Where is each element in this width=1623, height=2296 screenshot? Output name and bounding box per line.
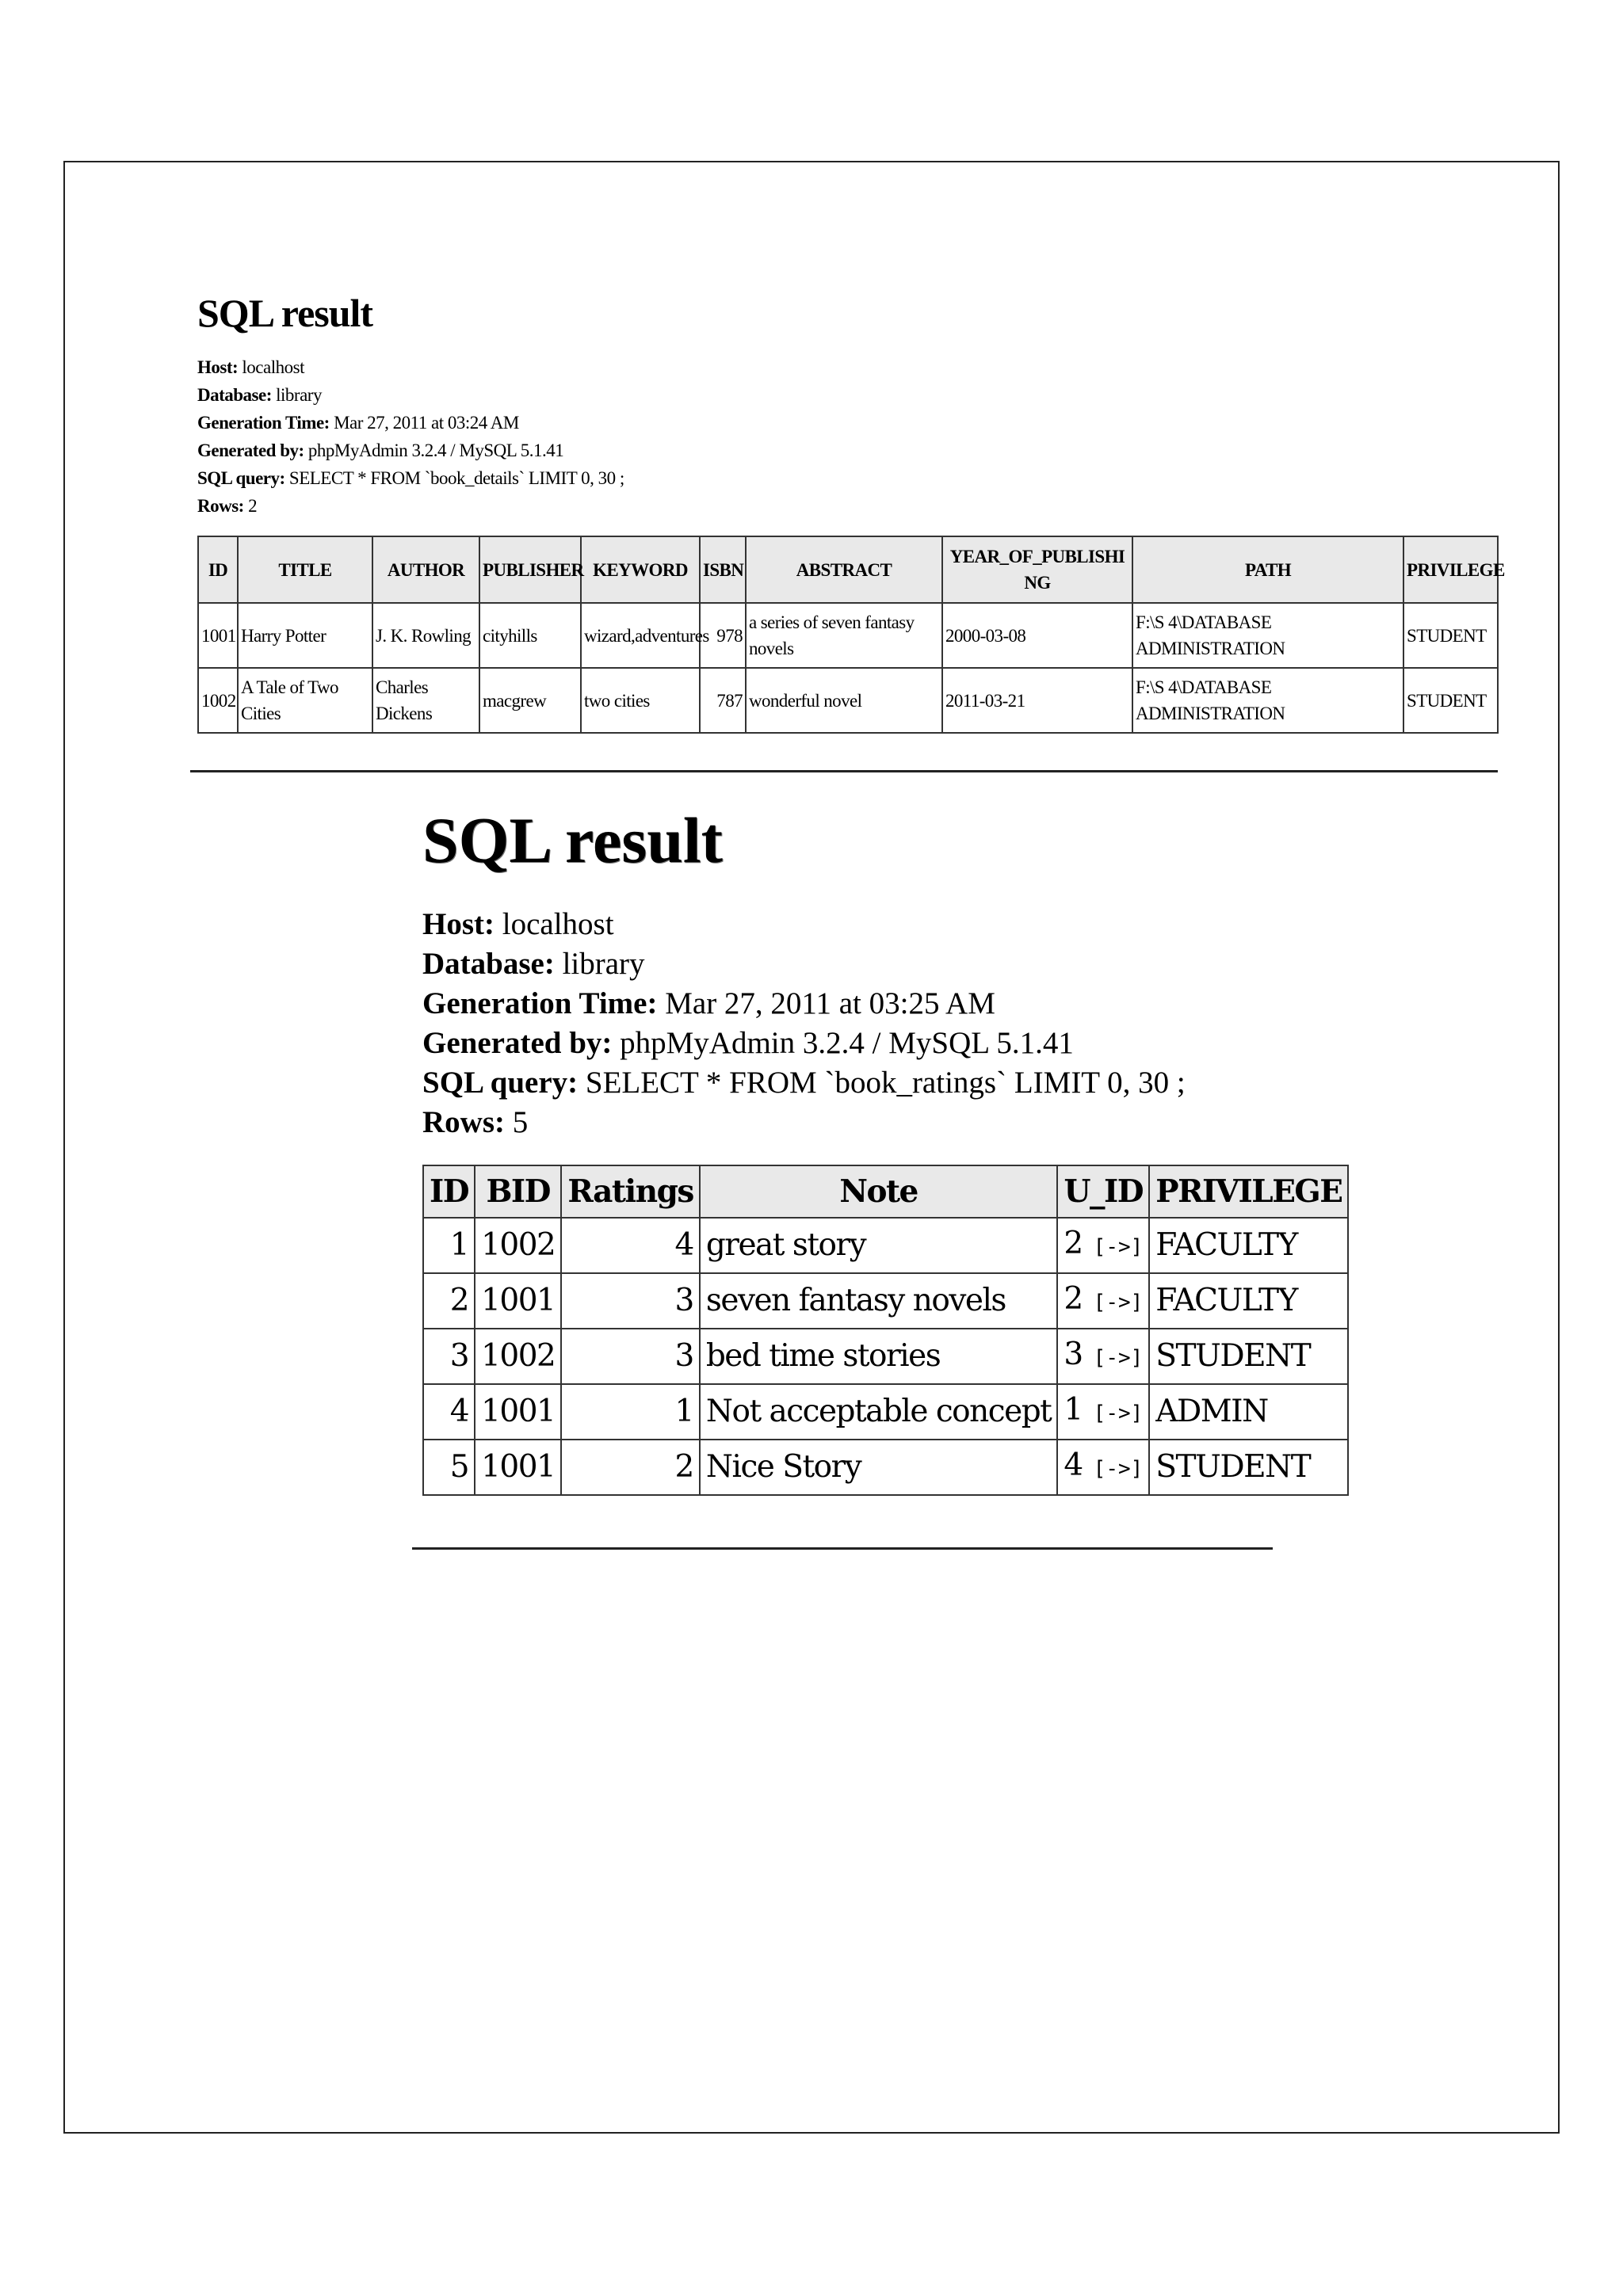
- cell-id: 1: [423, 1218, 475, 1273]
- cell-id: 2: [423, 1273, 475, 1329]
- cell-publisher: cityhills: [479, 603, 581, 668]
- cell-bid: 1001: [475, 1273, 561, 1329]
- divider-rule: [190, 770, 1498, 772]
- table-row: [423, 1440, 1348, 1495]
- meta-generation-time: Generation Time: Mar 27, 2011 at 03:24 AM: [197, 413, 519, 433]
- meta-rows: Rows: 2: [197, 496, 258, 516]
- sql-result-book-ratings: [422, 804, 1342, 1496]
- col-header-privilege: PRIVILEGE: [1149, 1165, 1348, 1218]
- sql-result-book-details: [197, 291, 1505, 734]
- cell-keyword: two cities: [581, 668, 700, 733]
- cell-note: Not acceptable concept: [700, 1384, 1058, 1440]
- cell-ratings: 1: [561, 1384, 700, 1440]
- table-header-row: [198, 536, 1498, 603]
- cell-ratings: 3: [561, 1329, 700, 1384]
- cell-publisher: macgrew: [479, 668, 581, 733]
- cell-isbn: 787: [700, 668, 746, 733]
- cell-isbn: 978: [700, 603, 746, 668]
- meta-database: Database: library: [197, 385, 322, 405]
- table-row: [198, 668, 1498, 733]
- cell-ratings: 3: [561, 1273, 700, 1329]
- cell-privilege: STUDENT: [1149, 1440, 1348, 1495]
- cell-id: 1002: [198, 668, 238, 733]
- cell-bid: 1002: [475, 1329, 561, 1384]
- cell-abstract: a series of seven fantasy novels: [746, 603, 942, 668]
- foreign-key-link[interactable]: [->]: [1093, 1346, 1144, 1370]
- cell-u-id: 1 [->]: [1057, 1384, 1149, 1440]
- col-header-u-id: U_ID: [1057, 1165, 1149, 1218]
- cell-ratings: 4: [561, 1218, 700, 1273]
- col-header-bid: BID: [475, 1165, 561, 1218]
- cell-privilege: STUDENT: [1403, 668, 1498, 733]
- cell-abstract: wonderful novel: [746, 668, 942, 733]
- cell-year-of-publishing: 2011-03-21: [942, 668, 1132, 733]
- foreign-key-link[interactable]: [->]: [1093, 1402, 1144, 1425]
- cell-note: bed time stories: [700, 1329, 1058, 1384]
- col-header-abstract: ABSTRACT: [746, 536, 942, 603]
- cell-keyword: wizard,adventures: [581, 603, 700, 668]
- cell-privilege: ADMIN: [1149, 1384, 1348, 1440]
- col-header-title: TITLE: [238, 536, 372, 603]
- col-header-year-of-publishing: YEAR_OF_PUBLISHING: [942, 536, 1132, 603]
- meta-database: Database: library: [422, 947, 645, 981]
- cell-id: 5: [423, 1440, 475, 1495]
- cell-privilege: STUDENT: [1403, 603, 1498, 668]
- cell-id: 4: [423, 1384, 475, 1440]
- col-header-ratings: Ratings: [561, 1165, 700, 1218]
- book-details-table: [197, 536, 1505, 734]
- table-row: [423, 1218, 1348, 1273]
- result-title: SQL result: [422, 804, 723, 876]
- meta-rows: Rows: 5: [422, 1105, 529, 1139]
- book-ratings-table: [422, 1165, 1349, 1496]
- cell-note: Nice Story: [700, 1440, 1058, 1495]
- col-header-privilege: PRIVILEGE: [1403, 536, 1498, 603]
- cell-note: seven fantasy novels: [700, 1273, 1058, 1329]
- cell-u-id: 4 [->]: [1057, 1440, 1149, 1495]
- meta-host: Host: localhost: [197, 357, 304, 377]
- cell-author: Charles Dickens: [372, 668, 479, 733]
- foreign-key-link[interactable]: [->]: [1093, 1235, 1144, 1259]
- foreign-key-link[interactable]: [->]: [1093, 1457, 1144, 1481]
- col-header-publisher: PUBLISHER: [479, 536, 581, 603]
- cell-privilege: FACULTY: [1149, 1218, 1348, 1273]
- table-header-row: [423, 1165, 1348, 1218]
- col-header-keyword: KEYWORD: [581, 536, 700, 603]
- meta-generated-by: Generated by: phpMyAdmin 3.2.4 / MySQL 5.1.41: [197, 441, 564, 460]
- table-row: [198, 603, 1498, 668]
- cell-path: F:\S 4\DATABASE ADMINISTRATION: [1132, 603, 1403, 668]
- meta-generation-time: Generation Time: Mar 27, 2011 at 03:25 AM: [422, 986, 995, 1020]
- col-header-id: ID: [423, 1165, 475, 1218]
- cell-author: J. K. Rowling: [372, 603, 479, 668]
- cell-u-id: 3 [->]: [1057, 1329, 1149, 1384]
- cell-bid: 1002: [475, 1218, 561, 1273]
- cell-path: F:\S 4\DATABASE ADMINISTRATION: [1132, 668, 1403, 733]
- col-header-id: ID: [198, 536, 238, 603]
- result-title: SQL result: [197, 291, 373, 335]
- table-row: [423, 1273, 1348, 1329]
- cell-title: Harry Potter: [238, 603, 372, 668]
- cell-id: 1001: [198, 603, 238, 668]
- divider-rule: [412, 1547, 1273, 1550]
- table-row: [423, 1329, 1348, 1384]
- col-header-path: PATH: [1132, 536, 1403, 603]
- col-header-isbn: ISBN: [700, 536, 746, 603]
- cell-bid: 1001: [475, 1440, 561, 1495]
- table-row: [423, 1384, 1348, 1440]
- cell-title: A Tale of Two Cities: [238, 668, 372, 733]
- cell-ratings: 2: [561, 1440, 700, 1495]
- meta-sql-query: SQL query: SELECT * FROM `book_ratings` LIMIT 0, 30 ;: [422, 1066, 1186, 1100]
- cell-privilege: STUDENT: [1149, 1329, 1348, 1384]
- result-metadata: [197, 353, 1497, 520]
- meta-sql-query: SQL query: SELECT * FROM `book_details` LIMIT 0, 30 ;: [197, 468, 624, 488]
- cell-bid: 1001: [475, 1384, 561, 1440]
- meta-generated-by: Generated by: phpMyAdmin 3.2.4 / MySQL 5.1.41: [422, 1026, 1074, 1060]
- cell-note: great story: [700, 1218, 1058, 1273]
- meta-host: Host: localhost: [422, 907, 614, 941]
- cell-u-id: 2 [->]: [1057, 1273, 1149, 1329]
- foreign-key-link[interactable]: [->]: [1093, 1291, 1144, 1314]
- cell-u-id: 2 [->]: [1057, 1218, 1149, 1273]
- cell-privilege: FACULTY: [1149, 1273, 1348, 1329]
- col-header-author: AUTHOR: [372, 536, 479, 603]
- cell-id: 3: [423, 1329, 475, 1384]
- col-header-note: Note: [700, 1165, 1058, 1218]
- result-metadata: [422, 905, 1262, 1142]
- cell-year-of-publishing: 2000-03-08: [942, 603, 1132, 668]
